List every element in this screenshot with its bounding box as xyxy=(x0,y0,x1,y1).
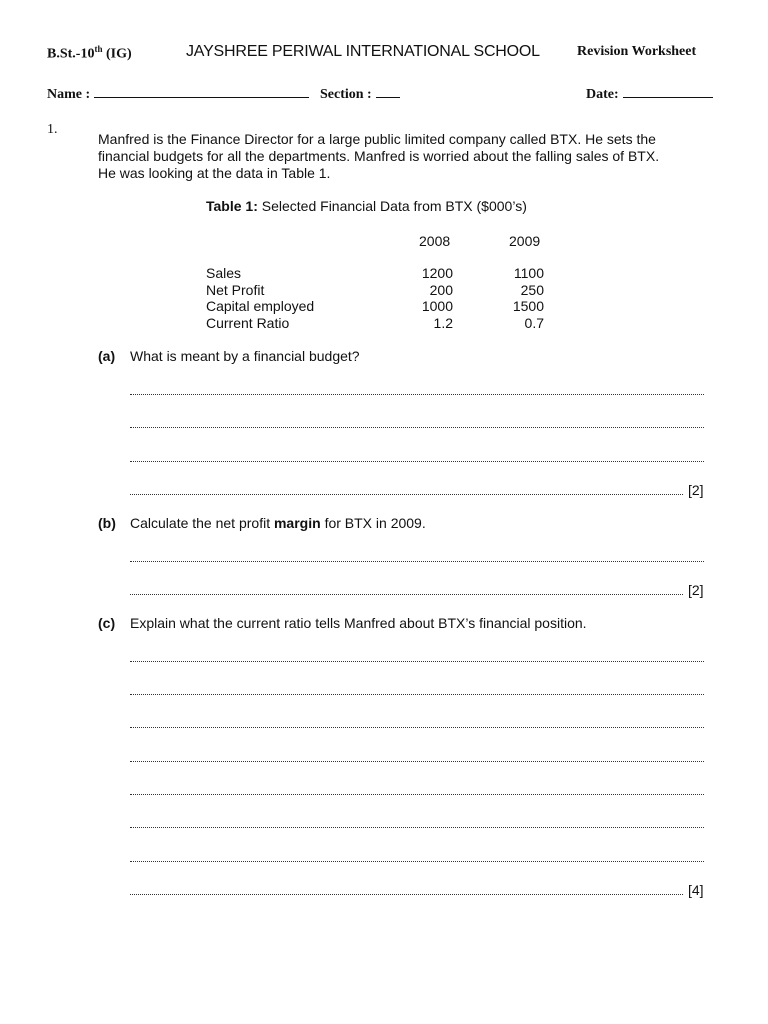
table-cell: 250 xyxy=(520,282,544,298)
answer-line[interactable] xyxy=(130,494,683,495)
marks-b: [2] xyxy=(688,582,704,598)
answer-line[interactable] xyxy=(130,394,704,395)
intro-line: Manfred is the Finance Director for a large public limited company called BTX. He sets the xyxy=(98,131,656,147)
part-a-letter: (a) xyxy=(98,348,116,364)
table-cell: 1000 xyxy=(421,298,453,314)
answer-line[interactable] xyxy=(130,594,683,595)
table-cell: 1100 xyxy=(513,265,544,281)
answer-line[interactable] xyxy=(130,794,704,795)
part-a-question: What is meant by a financial budget? xyxy=(130,348,360,364)
part-c-question: Explain what the current ratio tells Manfred about BTX’s financial position. xyxy=(130,615,587,631)
intro-line: He was looking at the data in Table 1. xyxy=(98,165,331,181)
part-b-letter: (b) xyxy=(98,515,116,531)
table-row-label: Net Profit xyxy=(206,282,265,298)
school-name: JAYSHREE PERIWAL INTERNATIONAL SCHOOL xyxy=(186,43,540,60)
table-cell: 1200 xyxy=(421,265,453,281)
answer-line[interactable] xyxy=(130,427,704,428)
marks-a: [2] xyxy=(688,482,704,498)
question-number: 1. xyxy=(47,122,58,137)
table-row-label: Current Ratio xyxy=(206,315,290,331)
worksheet-title: Revision Worksheet xyxy=(577,44,697,59)
answer-line[interactable] xyxy=(130,661,704,662)
answer-line[interactable] xyxy=(130,894,683,895)
marks-c: [4] xyxy=(688,882,704,898)
answer-line[interactable] xyxy=(130,561,704,562)
table-cell: 200 xyxy=(429,282,453,298)
year-header: 2009 xyxy=(509,233,541,249)
table-cell: 1500 xyxy=(512,298,544,314)
intro-line: financial budgets for all the departments. Manfred is worried about the falling sales of BTX. xyxy=(98,148,660,164)
table-row-label: Capital employed xyxy=(206,298,315,314)
part-c-letter: (c) xyxy=(98,615,116,631)
answer-line[interactable] xyxy=(130,461,704,462)
course-code: B.St.-10th (IG) xyxy=(47,44,132,62)
date-field: Date: xyxy=(586,85,713,103)
table-cell: 1.2 xyxy=(433,315,453,331)
date-blank xyxy=(623,85,713,98)
part-b-question: Calculate the net profit margin for BTX in 2009. xyxy=(130,515,426,531)
name-field: Name : xyxy=(47,85,309,103)
table-cell: 0.7 xyxy=(524,315,544,331)
year-header: 2008 xyxy=(419,233,451,249)
answer-line[interactable] xyxy=(130,694,704,695)
answer-line[interactable] xyxy=(130,761,704,762)
question-intro xyxy=(98,131,713,182)
answer-line[interactable] xyxy=(130,827,704,828)
table-caption: Table 1: Selected Financial Data from BTX ($000’s) xyxy=(206,198,527,214)
section-blank xyxy=(376,85,400,98)
answer-line[interactable] xyxy=(130,861,704,862)
table-row-label: Sales xyxy=(206,265,242,281)
answer-line[interactable] xyxy=(130,727,704,728)
name-blank xyxy=(94,85,309,98)
section-field: Section : xyxy=(320,85,400,103)
